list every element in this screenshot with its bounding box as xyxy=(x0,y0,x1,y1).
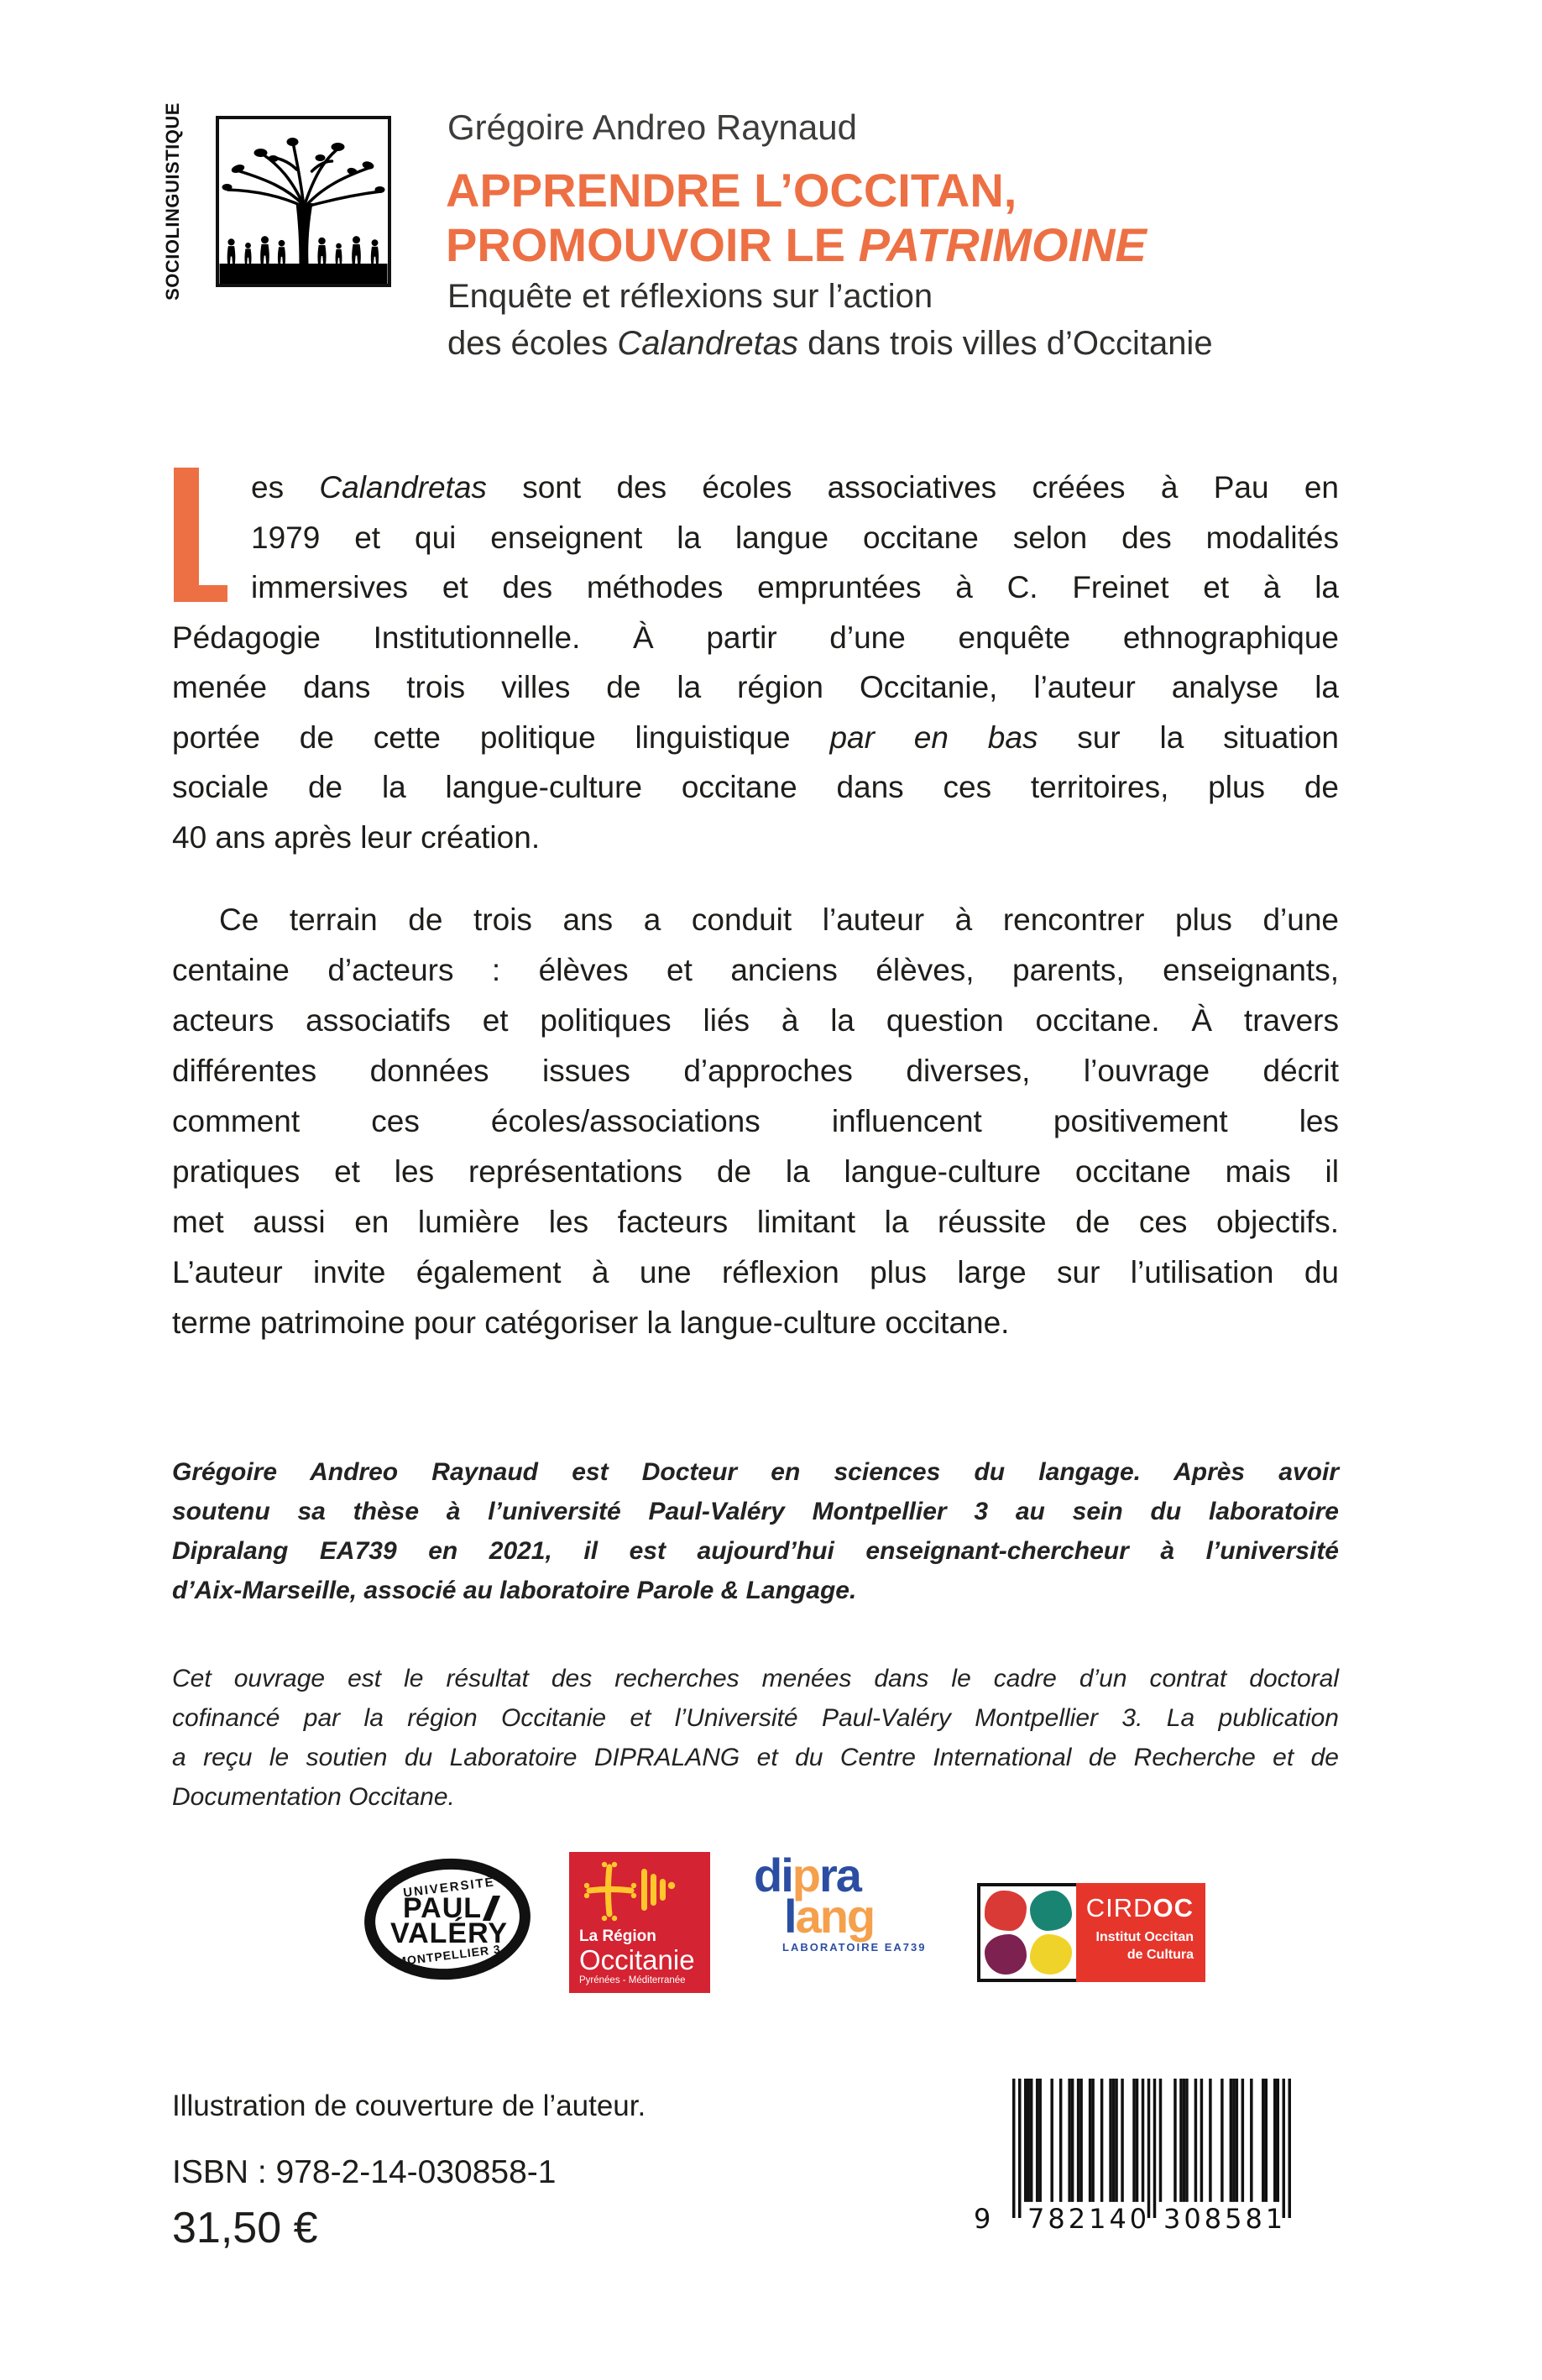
series-tree-box xyxy=(216,116,391,287)
cirdoc-blob-yellow xyxy=(1030,1934,1072,1975)
text-line: L’auteur invite également à une réflexion plus large sur l’utilisation du xyxy=(172,1255,1339,1289)
bio-paragraph-2 xyxy=(172,1659,1339,1817)
dipralang-laboratoire-label: LABORATOIRE EA739 xyxy=(782,1941,927,1954)
text-line: d’Aix-Marseille, associé au laboratoire Parole & Langage. xyxy=(172,1577,857,1604)
subtitle-line-1: Enquête et réflexions sur l’action xyxy=(447,278,933,315)
text-line: met aussi en lumière les facteurs limitant la réussite de ces objectifs. xyxy=(172,1205,1339,1239)
text-line: soutenu sa thèse à l’université Paul-Valéry Montpellier 3 au sein du laboratoire xyxy=(172,1498,1339,1525)
paul-valery-name-line1: PAUL xyxy=(402,1891,483,1924)
barcode xyxy=(972,2079,1308,2259)
barcode-digit-lead: 9 xyxy=(974,2203,991,2235)
text-line: centaine d’acteurs : élèves et anciens élèves, parents, enseignants, xyxy=(172,953,1339,987)
barcode-digits-left: 782140 xyxy=(1027,2203,1151,2235)
dipralang-word-lang: lang xyxy=(784,1890,875,1943)
cirdoc-blob-teal xyxy=(1030,1891,1072,1931)
text-line: comment ces écoles/associations influencent positivement les xyxy=(172,1104,1339,1138)
dipralang-logo xyxy=(754,1849,945,1995)
cirdoc-blobs-panel xyxy=(977,1883,1076,1982)
cirdoc-text-panel xyxy=(1076,1883,1205,1982)
occitanie-la-region-label: La Région xyxy=(579,1928,656,1945)
tree-illustration xyxy=(219,119,388,284)
text-line: Documentation Occitane. xyxy=(172,1783,455,1811)
text-line: immersives et des méthodes empruntées à C. Freinet et à la xyxy=(251,570,1339,604)
bio-paragraph-1 xyxy=(172,1452,1339,1610)
book-title-line-2: PROMOUVOIR LE PATRIMOINE xyxy=(446,218,1147,271)
cirdoc-blob-red xyxy=(985,1891,1027,1931)
cover-illustration-note: Illustration de couverture de l’auteur. xyxy=(172,2090,646,2122)
barcode-digits-right: 308581 xyxy=(1163,2203,1287,2235)
series-label xyxy=(158,102,188,301)
occitanie-name-label: Occitanie xyxy=(579,1944,695,1975)
text-line: pratiques et les représentations de la langue-culture occitane mais il xyxy=(172,1154,1339,1189)
text-line: Grégoire Andreo Raynaud est Docteur en sciences du langage. Après avoir xyxy=(172,1458,1340,1486)
text-line: acteurs associatifs et politiques liés à la question occitane. À travers xyxy=(172,1003,1339,1038)
text-line: cofinancé par la région Occitanie et l’Université Paul-Valéry Montpellier 3. La publication xyxy=(172,1704,1339,1732)
barcode-bars xyxy=(1012,2079,1291,2218)
text-line: portée de cette politique linguistique par en bas sur la situation xyxy=(172,719,1339,755)
text-line: différentes données issues d’approches diverses, l’ouvrage décrit xyxy=(172,1054,1339,1088)
occitan-cross-icon xyxy=(584,1860,677,1926)
isbn-number: ISBN : 978-2-14-030858-1 xyxy=(172,2154,557,2190)
synopsis-paragraph-2 xyxy=(172,895,1339,1348)
univ-paul-valery-logo xyxy=(361,1857,537,1985)
text-line: sociale de la langue-culture occitane dans ces territoires, plus de xyxy=(172,770,1339,804)
author-name: Grégoire Andreo Raynaud xyxy=(447,107,857,147)
text-line: menée dans trois villes de la région Occitanie, l’auteur analyse la xyxy=(172,670,1339,704)
region-occitanie-logo xyxy=(569,1852,710,1993)
text-line: terme patrimoine pour catégoriser la langue-culture occitane. xyxy=(172,1305,1010,1340)
text-line: es Calandretas sont des écoles associatives créées à Pau en xyxy=(251,470,1340,505)
synopsis-paragraph-1 xyxy=(172,463,1339,862)
text-line: Ce terrain de trois ans a conduit l’auteur à rencontrer plus d’une xyxy=(219,902,1339,937)
paul-valery-slash-mark xyxy=(483,1896,500,1921)
occitanie-pyrenees-label: Pyrénées - Méditerranée xyxy=(579,1975,686,1985)
cirdoc-blob-purple xyxy=(985,1934,1027,1975)
price: 31,50 € xyxy=(172,2204,318,2252)
text-line: 40 ans après leur création. xyxy=(172,819,541,855)
text-line: Cet ouvrage est le résultat des recherches menées dans le cadre d’un contrat doctoral xyxy=(172,1665,1339,1692)
paul-valery-name-line2: VALÉRY xyxy=(389,1917,509,1949)
cirdoc-name: CIRDOC xyxy=(1085,1893,1194,1922)
cirdoc-logo xyxy=(977,1883,1205,1982)
cirdoc-sub-line2: de Cultura xyxy=(1126,1948,1194,1962)
subtitle-line-2: des écoles Calandretas dans trois villes d’Occitanie xyxy=(447,325,1213,362)
book-title-line-1: APPRENDRE L’OCCITAN, xyxy=(446,164,1017,217)
paul-valery-montpellier-label: MONTPELLIER 3 xyxy=(395,1941,503,1969)
text-line: a reçu le soutien du Laboratoire DIPRALANG et du Centre International de Recherche et de xyxy=(172,1744,1339,1771)
paul-valery-universite-label: UNIVERSITÉ xyxy=(402,1874,496,1901)
text-line: Dipralang EA739 en 2021, il est aujourd’hui enseignant-chercheur à l’université xyxy=(172,1537,1339,1565)
dipralang-word-dipra: dipra xyxy=(754,1849,860,1901)
text-line: Pédagogie Institutionnelle. À partir d’une enquête ethnographique xyxy=(172,620,1339,655)
cirdoc-sub-line1: Institut Occitan xyxy=(1095,1930,1194,1944)
text-line: 1979 et qui enseignent la langue occitane selon des modalités xyxy=(251,520,1339,555)
series-label-text: SOCIOLINGUISTIQUE xyxy=(162,102,183,301)
